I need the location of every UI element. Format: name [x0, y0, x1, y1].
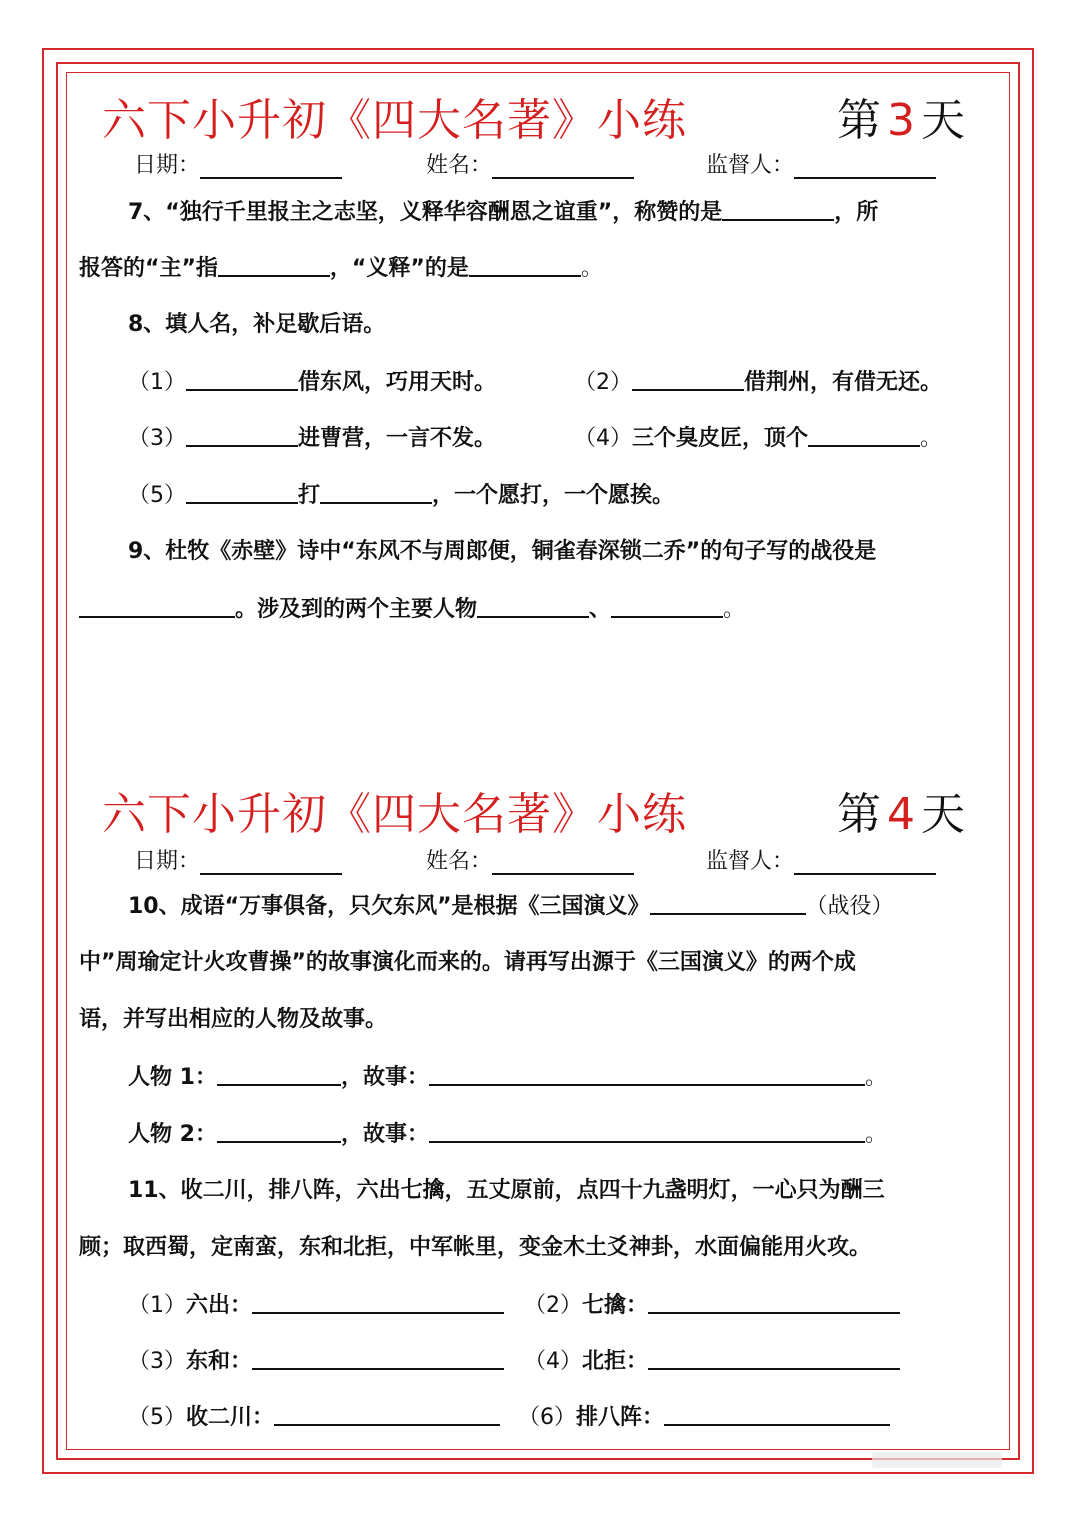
q10-line3: 语，并写出相应的人物及故事。	[79, 1007, 388, 1032]
q8-item-4-end: 。	[920, 426, 943, 451]
q7-text-2a: 报答的“主”指	[79, 256, 218, 281]
q10-blank-battle[interactable]	[650, 891, 806, 915]
day3-name-blank[interactable]	[492, 153, 634, 179]
day3-supervisor-field	[706, 148, 936, 179]
q11-item-5-label: 收二川：	[186, 1405, 275, 1430]
q10-line2: 中”周瑜定计火攻曹操”的故事演化而来的。请再写出源于《三国演义》的两个成	[79, 950, 856, 975]
day4-date-label: 日期：	[134, 849, 201, 874]
q8-item-2-blank[interactable]	[632, 367, 744, 391]
q8-item-4-num: （4）	[574, 426, 632, 451]
q8-item-5-blank-1[interactable]	[186, 480, 298, 504]
day4-meta-row	[134, 844, 964, 876]
q8-item-2	[574, 367, 942, 398]
q11-item-5-num: （5）	[128, 1405, 186, 1430]
q8-item-1-text: 借东风，巧用天时。	[298, 370, 497, 395]
person-2-blank[interactable]	[217, 1119, 341, 1143]
q7-text-1-end: ，所	[834, 200, 879, 225]
q11-item-3-label: 东和：	[186, 1349, 253, 1374]
day4-date-field	[134, 844, 342, 875]
q7-text-1: 7、“独行千里报主之志坚，义释华容酬恩之谊重”，称赞的是	[128, 200, 723, 225]
day4-day-label	[837, 778, 965, 842]
day3-day-prefix: 第	[837, 95, 881, 146]
story-2-end: 。	[864, 1122, 887, 1147]
q9-blank-person-1[interactable]	[477, 594, 589, 618]
q8-item-1-num: （1）	[128, 370, 186, 395]
day4-day-prefix: 第	[837, 789, 881, 840]
q7-text-2b: ，“义释”的是	[329, 256, 469, 281]
q8-item-4-blank[interactable]	[808, 423, 920, 447]
q9-blank-person-2[interactable]	[611, 594, 723, 618]
person-1-label: 人物 1：	[128, 1065, 217, 1090]
q7-blank-1[interactable]	[722, 197, 834, 221]
day4-header	[102, 778, 1002, 838]
q10-line1	[128, 891, 894, 922]
q11-item-3	[128, 1346, 504, 1377]
q8-item-3-text: 进曹营，一言不发。	[298, 426, 497, 451]
day3-header	[102, 84, 1002, 144]
watermark	[872, 1452, 1002, 1468]
q11-item-1-blank[interactable]	[252, 1290, 504, 1314]
q11-item-6-label: 排八阵：	[576, 1405, 665, 1430]
q11-item-2-num: （2）	[524, 1293, 582, 1318]
day4-supervisor-field	[706, 844, 936, 875]
q11-item-1-label: 六出：	[186, 1293, 253, 1318]
day3-supervisor-blank[interactable]	[794, 153, 936, 179]
day3-supervisor-label: 监督人：	[706, 153, 795, 178]
q8-item-2-text: 借荆州，有借无还。	[744, 370, 943, 395]
q9-text-2a: 。涉及到的两个主要人物	[235, 597, 478, 622]
day4-name-label: 姓名：	[426, 849, 493, 874]
q8-item-5-blank-2[interactable]	[320, 480, 432, 504]
day3-day-suffix: 天	[921, 95, 965, 146]
q7-text-2-end: 。	[580, 256, 603, 281]
day4-name-blank[interactable]	[492, 849, 634, 875]
q11-item-4-label: 北拒：	[582, 1349, 649, 1374]
q9-line1: 9、杜牧《赤壁》诗中“东风不与周郎便，铜雀春深锁二乔”的句子写的战役是	[128, 539, 877, 564]
q8-item-5	[128, 480, 674, 511]
q8-item-4-text: 三个臭皮匠，顶个	[632, 426, 809, 451]
q10-text-1b: （战役）	[805, 894, 894, 919]
q11-line1: 11、收二川，排八阵，六出七擒，五丈原前，点四十九盏明灯，一心只为酬三	[128, 1178, 885, 1203]
q8-title: 8、填人名，补足歇后语。	[128, 312, 386, 337]
q7-blank-2[interactable]	[218, 253, 330, 277]
person-1-blank[interactable]	[217, 1062, 341, 1086]
day3-name-label: 姓名：	[426, 153, 493, 178]
day4-name-field	[426, 844, 634, 875]
q11-item-3-blank[interactable]	[252, 1346, 504, 1370]
q8-item-5-text: ，一个愿打，一个愿挨。	[432, 483, 675, 508]
day3-name-field	[426, 148, 634, 179]
q11-item-6-blank[interactable]	[664, 1402, 890, 1426]
day3-date-field	[134, 148, 342, 179]
day3-meta-row	[134, 148, 964, 180]
day4-supervisor-blank[interactable]	[794, 849, 936, 875]
person-2-label: 人物 2：	[128, 1122, 217, 1147]
q10-person-2	[128, 1119, 887, 1150]
day4-date-blank[interactable]	[200, 849, 342, 875]
day3-date-label: 日期：	[134, 153, 201, 178]
q9-text-2b: 、	[589, 597, 612, 622]
q10-text-1a: 10、成语“万事俱备，只欠东风”是根据《三国演义》	[128, 894, 650, 919]
story-1-label: ，故事：	[340, 1065, 429, 1090]
q9-text-2-end: 。	[723, 597, 746, 622]
q11-item-5	[128, 1402, 500, 1433]
q11-line2: 顾；取西蜀，定南蛮，东和北拒，中军帐里，变金木土爻神卦，水面偏能用火攻。	[79, 1235, 872, 1260]
day4-day-number: 4	[887, 789, 915, 840]
q11-item-2	[524, 1290, 900, 1321]
q7-line2	[79, 253, 603, 284]
q8-item-3	[128, 423, 496, 454]
q7-blank-3[interactable]	[469, 253, 581, 277]
day3-day-label	[837, 84, 965, 148]
story-1-end: 。	[864, 1065, 887, 1090]
day3-day-number: 3	[887, 95, 915, 146]
q8-item-3-blank[interactable]	[186, 423, 298, 447]
q11-item-3-num: （3）	[128, 1349, 186, 1374]
q11-item-4-blank[interactable]	[648, 1346, 900, 1370]
q11-item-2-label: 七擒：	[582, 1293, 649, 1318]
q8-item-5-num: （5）	[128, 483, 186, 508]
story-1-blank[interactable]	[429, 1062, 865, 1086]
q9-line2	[79, 594, 745, 625]
q8-item-2-num: （2）	[574, 370, 632, 395]
story-2-blank[interactable]	[429, 1119, 865, 1143]
q11-item-6-num: （6）	[518, 1405, 576, 1430]
q8-item-5-mid: 打	[298, 483, 321, 508]
q9-blank-battle[interactable]	[79, 594, 235, 618]
q8-item-4	[574, 423, 942, 454]
q11-item-6	[518, 1402, 890, 1433]
q11-item-4	[524, 1346, 900, 1377]
q11-item-4-num: （4）	[524, 1349, 582, 1374]
story-2-label: ，故事：	[340, 1122, 429, 1147]
q11-item-1	[128, 1290, 504, 1321]
day4-supervisor-label: 监督人：	[706, 849, 795, 874]
day3-title: 六下小升初《四大名著》小练	[102, 95, 687, 146]
day4-day-suffix: 天	[921, 789, 965, 840]
q11-item-5-blank[interactable]	[274, 1402, 500, 1426]
day4-title: 六下小升初《四大名著》小练	[102, 789, 687, 840]
q8-item-1-blank[interactable]	[186, 367, 298, 391]
q10-person-1	[128, 1062, 887, 1093]
q8-item-1	[128, 367, 496, 398]
q7-line1	[128, 197, 878, 228]
q11-item-1-num: （1）	[128, 1293, 186, 1318]
q8-item-3-num: （3）	[128, 426, 186, 451]
q11-item-2-blank[interactable]	[648, 1290, 900, 1314]
day3-date-blank[interactable]	[200, 153, 342, 179]
